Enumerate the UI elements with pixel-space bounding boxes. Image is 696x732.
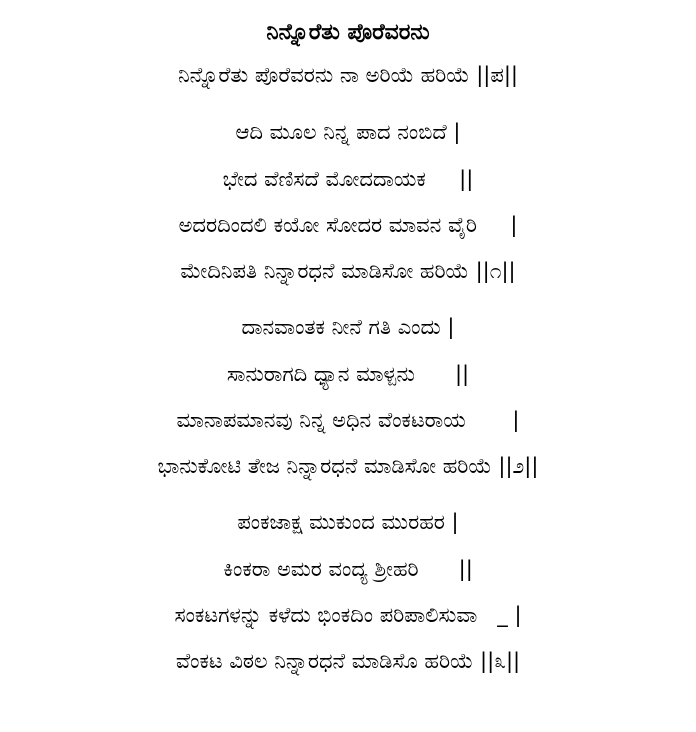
song-title: ನಿನ್ನೊರೆತು ಪೊರೆವರನು: [266, 20, 430, 45]
stanza-line: ಸಾನುರಾಗದಿ ಧ್ಯಾನ ಮಾಳ್ಪನು ||: [226, 362, 470, 386]
stanza-line: ಆದಿ ಮೂಲ ನಿನ್ನ ಪಾದ ನಂಬಿದೆ |: [235, 120, 461, 144]
refrain-line: ನಿನ್ನೊರೆತು ಪೊರೆವರನು ನಾ ಅರಿಯೆ ಹರಿಯೆ ||ಪ||: [178, 63, 518, 87]
stanza-line: ಅದರದಿಂದಲಿ ಕಯೋ ಸೋದರ ಮಾವನ ವೈರಿ |: [178, 213, 518, 237]
stanza-line: ಭಾನುಕೋಟಿ ತೇಜ ನಿನ್ನಾರಧನೆ ಮಾಡಿಸೋ ಹರಿಯೆ ||೨||: [157, 454, 539, 478]
stanza-line: ಸಂಕಟಗಳನ್ನು ಕಳೆದು ಭಿಂಕದಿಂ ಪರಿಪಾಲಿಸುವಾ _ |: [174, 603, 522, 627]
stanza-line: ಮಾನಾಪಮಾನವು ನಿನ್ನ ಅಧಿನ ವೆಂಕಟರಾಯ |: [176, 408, 520, 432]
stanza-line: ವೆಂಕಟ ವಿಠಲ ನಿನ್ನಾರಧನೆ ಮಾಡಿಸೊ ಹರಿಯೆ ||೩||: [175, 649, 521, 673]
stanza-line: ಭೇದ ವೆಣಿಸದೆ ಮೋದದಾಯಕ ||: [222, 167, 474, 191]
stanza-line: ಪಂಕಜಾಕ್ಷ ಮುಕುಂದ ಮುರಹರ |: [237, 510, 459, 534]
stanza-line: ದಾನವಾಂತಕ ನೀನೆ ಗತಿ ಎಂದು |: [241, 315, 455, 339]
stanza-line: ಮೇದಿನಿಪತಿ ನಿನ್ನಾರಧನೆ ಮಾಡಿಸೋ ಹರಿಯೆ ||೧||: [180, 259, 516, 283]
stanza-line: ಕಿಂಕರಾ ಅಮರ ವಂದ್ಯ ಶ್ರೀಹರಿ ||: [223, 557, 473, 581]
